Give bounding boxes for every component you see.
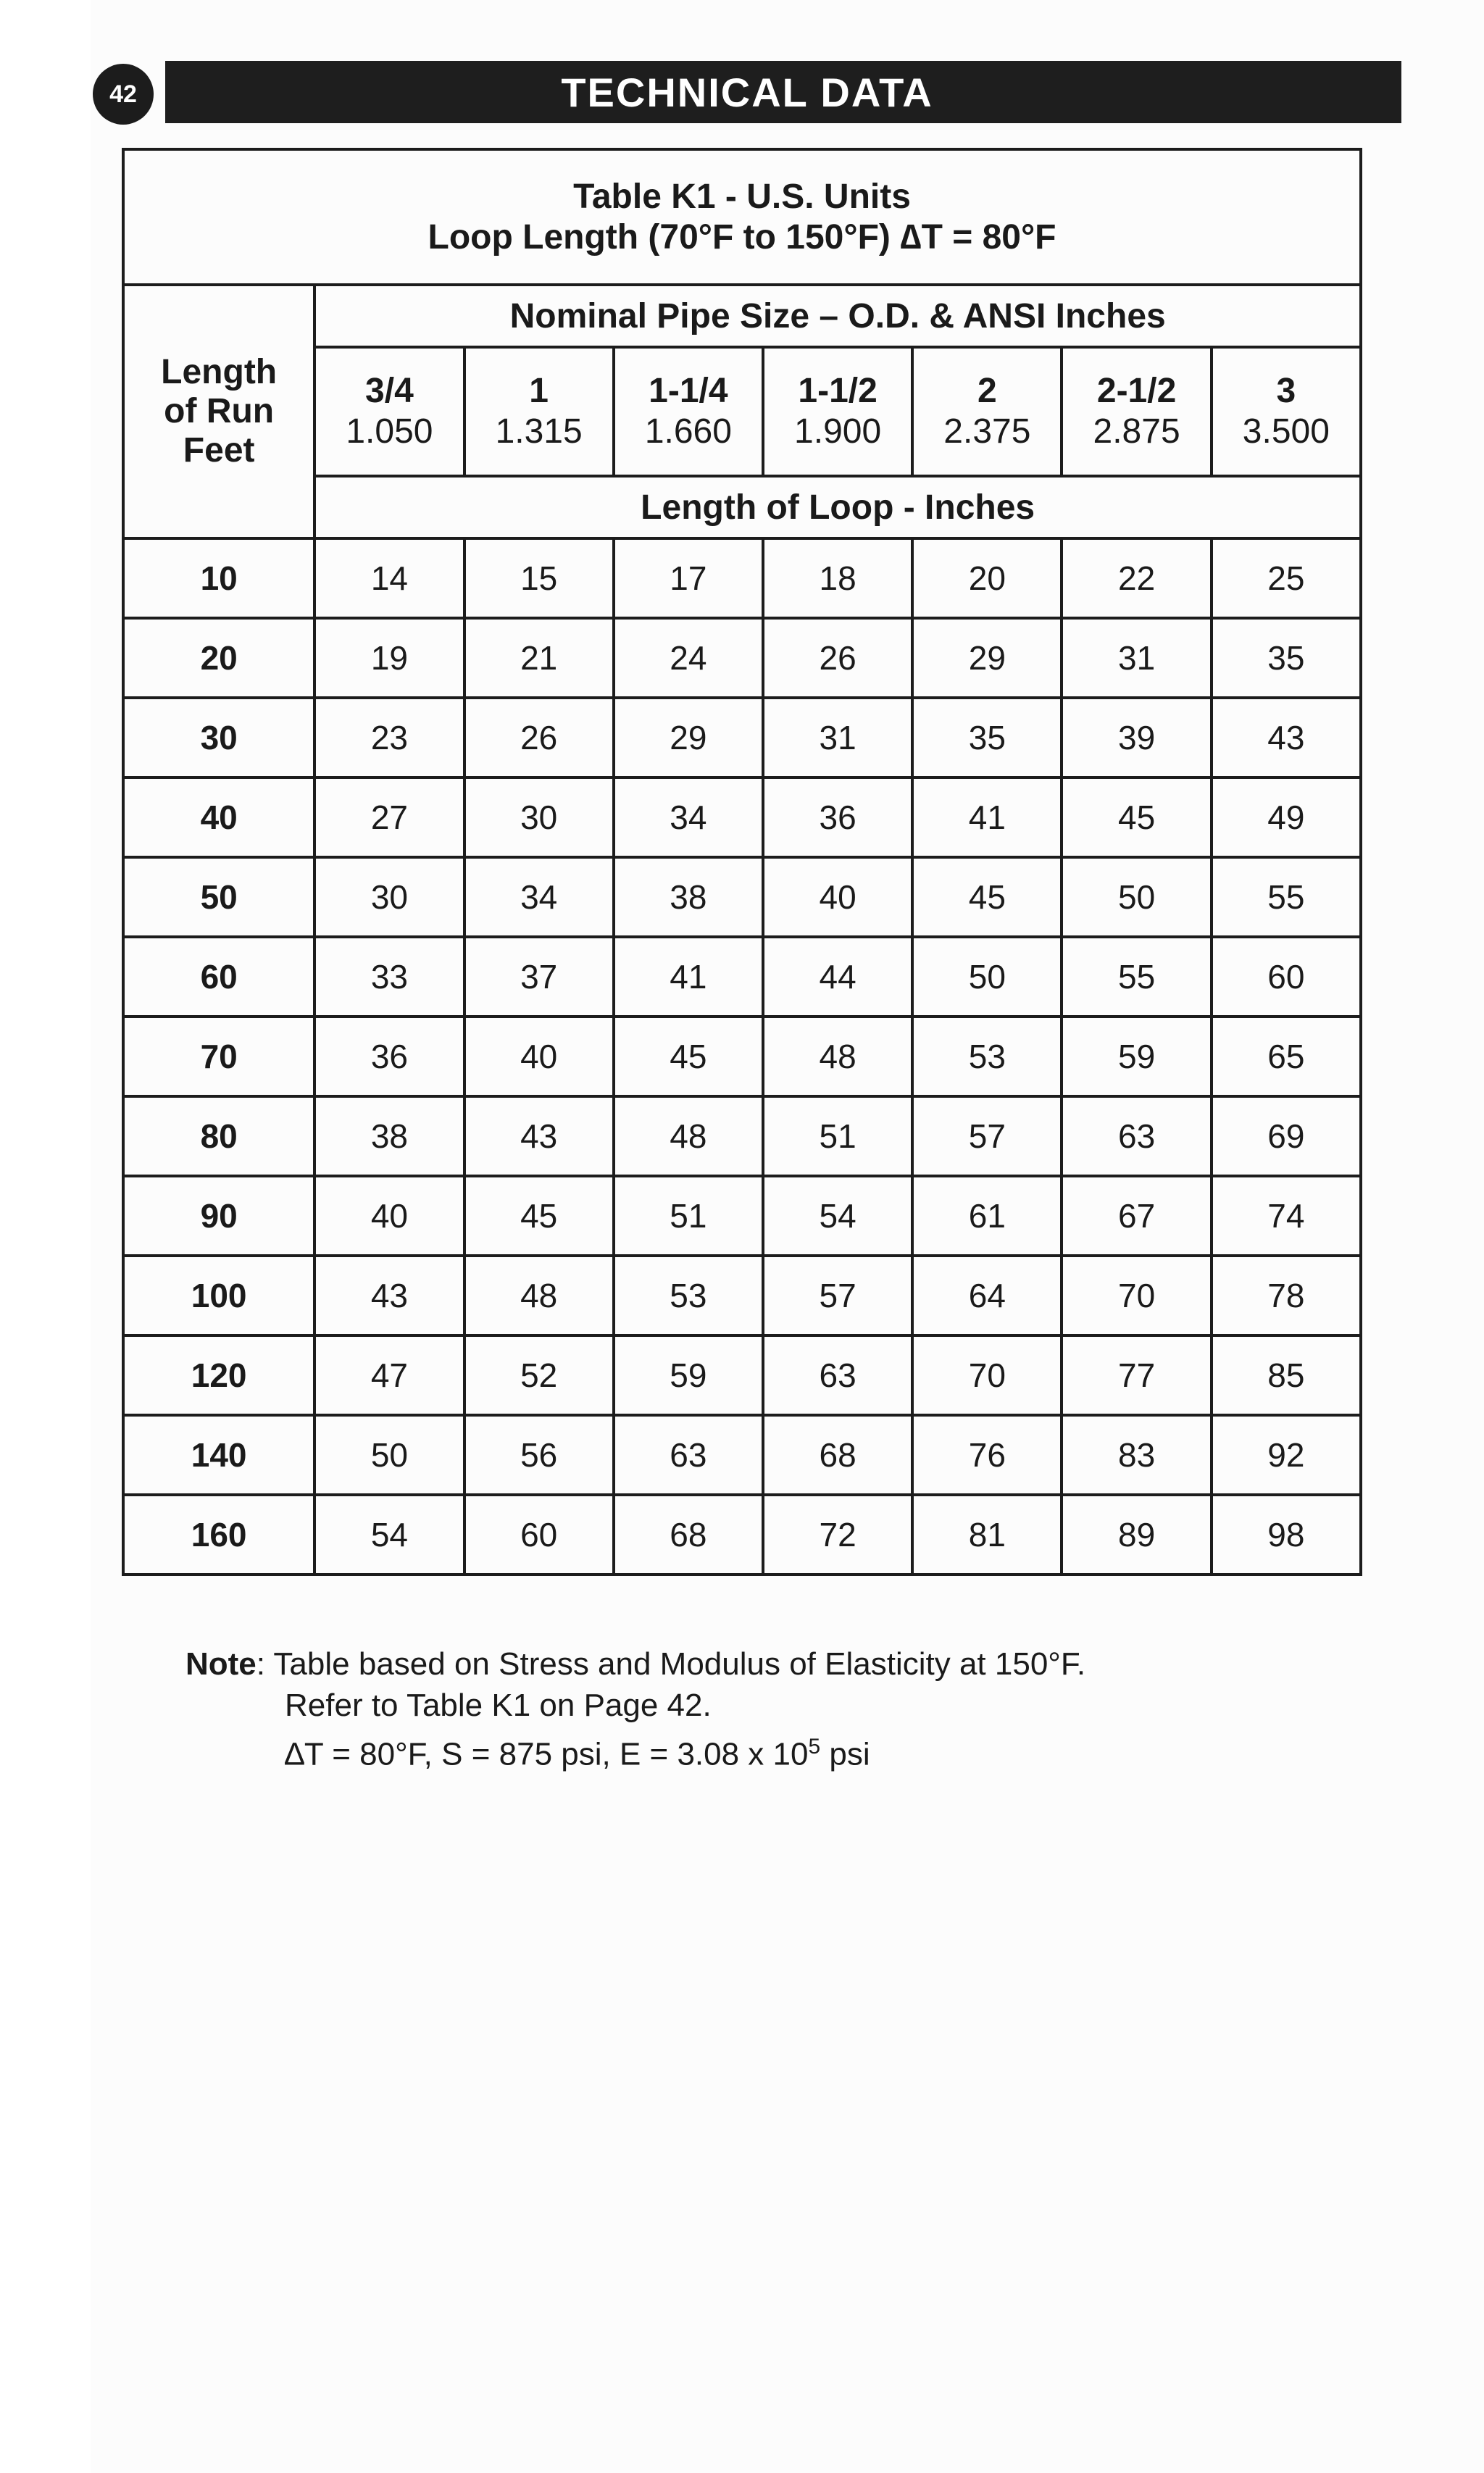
table-caption-line1: Table K1 - U.S. Units [573, 177, 911, 216]
loop-length-cell: 61 [912, 1176, 1062, 1256]
table-body [123, 538, 1361, 1575]
run-header-line1: Length [161, 353, 278, 391]
loop-length-cell: 21 [464, 618, 614, 698]
loop-length-cell: 54 [763, 1176, 912, 1256]
run-length-cell: 30 [123, 698, 314, 777]
table-note [186, 1643, 1085, 1775]
outside-diameter: 3.500 [1242, 412, 1330, 451]
loop-length-cell: 48 [763, 1017, 912, 1096]
loop-length-cell: 34 [464, 857, 614, 937]
loop-length-cell: 78 [1212, 1256, 1361, 1335]
table-row [123, 1017, 1361, 1096]
loop-length-cell: 52 [464, 1335, 614, 1415]
table-caption [123, 149, 1361, 285]
note-line3 [186, 1726, 1085, 1775]
page-number-badge: 42 [93, 64, 154, 125]
loop-length-cell: 76 [912, 1415, 1062, 1495]
run-length-cell: 40 [123, 777, 314, 857]
loop-length-cell: 31 [763, 698, 912, 777]
loop-length-cell: 65 [1212, 1017, 1361, 1096]
loop-length-cell: 15 [464, 538, 614, 618]
table-row [123, 1335, 1361, 1415]
table-row [123, 777, 1361, 857]
pipe-size-header-cell [614, 347, 763, 476]
loop-length-cell: 56 [464, 1415, 614, 1495]
run-length-cell: 60 [123, 937, 314, 1017]
outside-diameter: 1.050 [346, 412, 433, 451]
loop-length-cell: 67 [1062, 1176, 1211, 1256]
outside-diameter: 1.660 [644, 412, 732, 451]
loop-length-cell: 39 [1062, 698, 1211, 777]
run-length-cell: 90 [123, 1176, 314, 1256]
loop-length-cell: 40 [464, 1017, 614, 1096]
note-line3-text: ∆T = 80°F, S = 875 psi, E = 3.08 x 10 [285, 1736, 809, 1772]
run-header-line2: of Run [164, 392, 275, 430]
nominal-size: 1-1/2 [798, 372, 878, 410]
loop-length-cell: 44 [763, 937, 912, 1017]
loop-length-table [122, 148, 1362, 1576]
run-length-cell: 80 [123, 1096, 314, 1176]
loop-length-cell: 69 [1212, 1096, 1361, 1176]
loop-length-cell: 92 [1212, 1415, 1361, 1495]
loop-length-cell: 83 [1062, 1415, 1211, 1495]
loop-length-cell: 68 [763, 1415, 912, 1495]
loop-length-cell: 64 [912, 1256, 1062, 1335]
loop-length-cell: 35 [1212, 618, 1361, 698]
loop-length-cell: 77 [1062, 1335, 1211, 1415]
loop-length-cell: 36 [314, 1017, 464, 1096]
loop-length-cell: 45 [614, 1017, 763, 1096]
loop-length-cell: 59 [1062, 1017, 1211, 1096]
loop-length-cell: 63 [763, 1335, 912, 1415]
loop-length-cell: 19 [314, 618, 464, 698]
pipe-size-header-cell [464, 347, 614, 476]
run-length-cell: 140 [123, 1415, 314, 1495]
loop-length-cell: 70 [1062, 1256, 1211, 1335]
loop-length-cell: 22 [1062, 538, 1211, 618]
pipe-size-header-cell [912, 347, 1062, 476]
loop-length-cell: 27 [314, 777, 464, 857]
loop-length-cell: 72 [763, 1495, 912, 1575]
outside-diameter: 2.875 [1093, 412, 1180, 451]
loop-length-cell: 29 [912, 618, 1062, 698]
loop-length-cell: 31 [1062, 618, 1211, 698]
pipe-size-header-cell [1062, 347, 1211, 476]
table-row [123, 618, 1361, 698]
outside-diameter: 2.375 [943, 412, 1031, 451]
loop-length-cell: 43 [314, 1256, 464, 1335]
loop-length-cell: 23 [314, 698, 464, 777]
loop-length-cell: 38 [614, 857, 763, 937]
loop-length-cell: 50 [314, 1415, 464, 1495]
run-header-line3: Feet [183, 431, 255, 470]
note-exponent: 5 [808, 1735, 821, 1759]
pipe-size-header-cell [763, 347, 912, 476]
loop-length-cell: 29 [614, 698, 763, 777]
outside-diameter: 1.315 [495, 412, 583, 451]
section-title: TECHNICAL DATA [561, 69, 933, 115]
loop-length-cell: 68 [614, 1495, 763, 1575]
loop-length-cell: 48 [614, 1096, 763, 1176]
note-line3-unit: psi [820, 1736, 870, 1772]
loop-length-cell: 36 [763, 777, 912, 857]
run-length-cell: 100 [123, 1256, 314, 1335]
loop-length-cell: 53 [614, 1256, 763, 1335]
pipe-size-header-cell [1212, 347, 1361, 476]
loop-length-cell: 40 [314, 1176, 464, 1256]
pipe-size-header-cell [314, 347, 464, 476]
run-length-cell: 70 [123, 1017, 314, 1096]
loop-length-cell: 33 [314, 937, 464, 1017]
nominal-size: 2-1/2 [1096, 372, 1177, 410]
loop-length-cell: 34 [614, 777, 763, 857]
run-length-cell: 160 [123, 1495, 314, 1575]
loop-length-cell: 17 [614, 538, 763, 618]
note-label: Note [186, 1646, 257, 1682]
outside-diameter: 1.900 [794, 412, 882, 451]
loop-length-cell: 48 [464, 1256, 614, 1335]
loop-length-cell: 55 [1212, 857, 1361, 937]
loop-length-cell: 35 [912, 698, 1062, 777]
loop-length-cell: 81 [912, 1495, 1062, 1575]
nominal-size: 3 [1276, 372, 1296, 410]
loop-length-cell: 63 [1062, 1096, 1211, 1176]
table-caption-line2: Loop Length (70°F to 150°F) ∆T = 80°F [428, 217, 1056, 257]
loop-length-cell: 60 [464, 1495, 614, 1575]
loop-length-cell: 18 [763, 538, 912, 618]
run-length-cell: 50 [123, 857, 314, 937]
loop-length-cell: 26 [763, 618, 912, 698]
table-row [123, 1415, 1361, 1495]
section-header [165, 61, 1401, 123]
loop-length-cell: 30 [314, 857, 464, 937]
nominal-size: 1 [529, 372, 549, 410]
loop-length-cell: 50 [912, 937, 1062, 1017]
loop-length-cell: 41 [614, 937, 763, 1017]
table-row [123, 1256, 1361, 1335]
run-length-cell: 10 [123, 538, 314, 618]
loop-length-cell: 14 [314, 538, 464, 618]
loop-length-cell: 50 [1062, 857, 1211, 937]
loop-length-cell: 63 [614, 1415, 763, 1495]
loop-length-cell: 47 [314, 1335, 464, 1415]
length-of-run-header [123, 285, 314, 538]
loop-length-cell: 30 [464, 777, 614, 857]
loop-length-cell: 40 [763, 857, 912, 937]
loop-length-cell: 45 [1062, 777, 1211, 857]
table-row [123, 1495, 1361, 1575]
loop-length-cell: 24 [614, 618, 763, 698]
table-row [123, 1096, 1361, 1176]
loop-length-cell: 89 [1062, 1495, 1211, 1575]
table-row [123, 538, 1361, 618]
length-of-loop-header: Length of Loop - Inches [314, 476, 1361, 538]
nominal-size: 2 [977, 372, 997, 410]
loop-length-cell: 57 [763, 1256, 912, 1335]
loop-length-cell: 74 [1212, 1176, 1361, 1256]
loop-length-cell: 60 [1212, 937, 1361, 1017]
note-line2: Refer to Table K1 on Page 42. [285, 1688, 712, 1723]
loop-length-cell: 26 [464, 698, 614, 777]
nominal-size: 1-1/4 [649, 372, 728, 410]
loop-length-cell: 51 [763, 1096, 912, 1176]
loop-length-cell: 59 [614, 1335, 763, 1415]
loop-length-cell: 37 [464, 937, 614, 1017]
loop-length-cell: 43 [1212, 698, 1361, 777]
loop-length-cell: 55 [1062, 937, 1211, 1017]
loop-length-cell: 57 [912, 1096, 1062, 1176]
loop-length-cell: 49 [1212, 777, 1361, 857]
loop-length-cell: 43 [464, 1096, 614, 1176]
nominal-pipe-size-header: Nominal Pipe Size – O.D. & ANSI Inches [314, 285, 1361, 347]
table-row [123, 698, 1361, 777]
loop-length-cell: 25 [1212, 538, 1361, 618]
loop-length-cell: 51 [614, 1176, 763, 1256]
loop-length-cell: 20 [912, 538, 1062, 618]
table-row [123, 937, 1361, 1017]
run-length-cell: 20 [123, 618, 314, 698]
loop-length-cell: 70 [912, 1335, 1062, 1415]
loop-length-cell: 45 [912, 857, 1062, 937]
table-row [123, 857, 1361, 937]
loop-length-cell: 45 [464, 1176, 614, 1256]
loop-length-cell: 41 [912, 777, 1062, 857]
loop-length-cell: 85 [1212, 1335, 1361, 1415]
loop-length-cell: 98 [1212, 1495, 1361, 1575]
table-row [123, 1176, 1361, 1256]
note-line1: : Table based on Stress and Modulus of Elasticity at 150°F. [256, 1646, 1086, 1682]
nominal-size: 3/4 [365, 372, 414, 410]
loop-length-cell: 54 [314, 1495, 464, 1575]
run-length-cell: 120 [123, 1335, 314, 1415]
loop-length-cell: 38 [314, 1096, 464, 1176]
loop-length-cell: 53 [912, 1017, 1062, 1096]
